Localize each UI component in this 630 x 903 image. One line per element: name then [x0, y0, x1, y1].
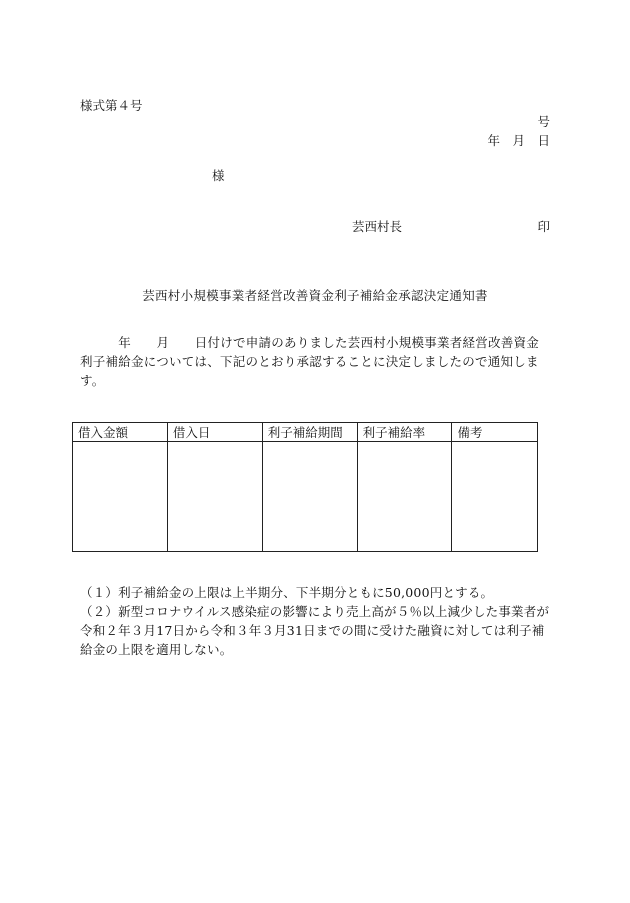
note-item: （１）利子補給金の上限は上半期分、下半期分ともに50,000円とする。	[80, 585, 494, 600]
cell-loan-date[interactable]	[167, 442, 262, 552]
form-number: 様式第４号	[80, 98, 143, 113]
cell-subsidy-period[interactable]	[262, 442, 357, 552]
recipient-honorific: 様	[212, 168, 225, 183]
header-loan-amount: 借入金額	[73, 423, 168, 442]
seal-mark: 印	[537, 219, 550, 234]
notes	[80, 583, 552, 659]
table-row	[73, 442, 538, 552]
detail-table	[72, 422, 538, 552]
header-remarks: 備考	[452, 423, 538, 442]
note-item: （２）新型コロナウイルス感染症の影響により売上高が５％以上減少した事業者が令和２年３月17日から令和３年３月31日までの間に受けた融資に対しては利子補給金の上限を適用しない。	[80, 604, 550, 657]
body-text: 年 月 日付けで申請のありました芸西村小規模事業者経営改善資金利子補給金については、下記のとおり承認することに決定しましたので通知します。	[80, 335, 540, 388]
sender-title: 芸西村長	[352, 219, 403, 234]
document-title: 芸西村小規模事業者経営改善資金利子補給金承認決定通知書	[142, 288, 488, 303]
cell-remarks[interactable]	[452, 442, 538, 552]
table-header-row	[73, 423, 538, 442]
header-subsidy-period: 利子補給期間	[262, 423, 357, 442]
cell-loan-amount[interactable]	[73, 442, 168, 552]
header-loan-date: 借入日	[167, 423, 262, 442]
cell-subsidy-rate[interactable]	[357, 442, 452, 552]
header-subsidy-rate: 利子補給率	[357, 423, 452, 442]
issue-number: 号	[537, 114, 550, 129]
issue-date: 年 月 日	[487, 133, 550, 148]
